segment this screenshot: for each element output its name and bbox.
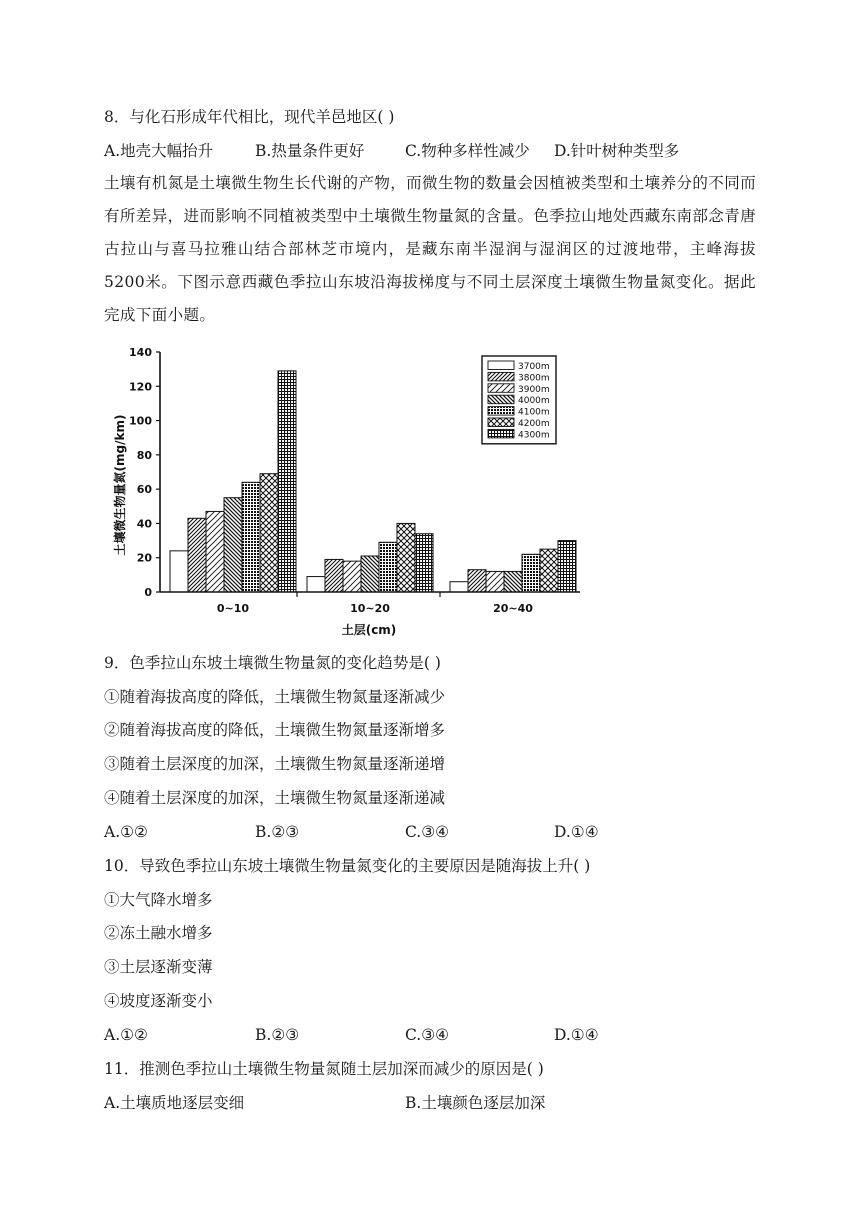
q8-option-b: B.热量条件更好 (255, 142, 365, 160)
bar-10~20-3800m (325, 559, 343, 592)
legend-swatch-3800m (488, 372, 514, 381)
y-tick-label: 40 (136, 517, 152, 531)
legend-swatch-3900m (488, 384, 514, 393)
bar-20~40-4100m (522, 554, 540, 592)
legend-swatch-4300m (488, 429, 514, 438)
legend-swatch-4200m (488, 418, 514, 427)
bar-0~10-4000m (224, 498, 242, 592)
y-tick-label: 140 (129, 346, 152, 359)
q8-stem: 8．与化石形成年代相比，现代羊邑地区( ) (104, 108, 395, 126)
q8-option-d: D.针叶树种类型多 (554, 142, 680, 160)
bar-chart (104, 340, 584, 640)
bar-20~40-4000m (504, 571, 522, 592)
q10-item-3: ③土层逐渐变薄 (104, 958, 213, 976)
q9-option-d: D.①④ (554, 823, 599, 841)
bar-0~10-3700m (170, 551, 188, 592)
legend-swatch-4000m (488, 395, 514, 404)
x-axis-label: 土层(cm) (341, 623, 397, 637)
bar-10~20-3700m (307, 577, 325, 592)
y-tick-label: 60 (136, 483, 152, 497)
bar-20~40-4300m (558, 541, 576, 592)
q9-item-2: ②随着海拔高度的降低，土壤微生物氮量逐渐增多 (104, 721, 446, 739)
q9-option-c: C.③④ (405, 823, 450, 841)
q9-item-3: ③随着土层深度的加深，土壤微生物氮量逐渐递增 (104, 755, 446, 773)
bar-0~10-4100m (242, 482, 260, 592)
y-tick-label: 0 (144, 586, 152, 599)
q10-stem: 10．导致色季拉山东坡土壤微生物量氮变化的主要原因是随海拔上升( ) (104, 857, 591, 875)
q8-option-a: A.地壳大幅抬升 (104, 142, 214, 160)
q9-stem: 9．色季拉山东坡土壤微生物量氮的变化趋势是( ) (104, 654, 441, 672)
q9-item-4: ④随着土层深度的加深，土壤微生物氮量逐渐递减 (104, 789, 446, 807)
bar-10~20-4100m (379, 542, 397, 592)
legend-label-3800m: 3800m (518, 373, 550, 384)
bar-0~10-4200m (260, 474, 278, 592)
legend-label-4200m: 4200m (518, 419, 550, 429)
legend-swatch-3700m (488, 361, 514, 370)
bar-0~10-4300m (278, 371, 296, 592)
q11-stem: 11．推测色季拉山土壤微生物量氮随土层加深而减少的原因是( ) (104, 1060, 544, 1078)
q9-option-a: A.①② (104, 823, 148, 841)
q11-option-a: A.土壤质地逐层变细 (104, 1094, 245, 1112)
legend-label-4300m: 4300m (518, 430, 550, 441)
bar-10~20-4000m (361, 556, 379, 592)
y-tick-label: 120 (129, 380, 152, 394)
q8-option-c: C.物种多样性减少 (405, 142, 530, 160)
bar-0~10-3900m (206, 511, 224, 592)
y-tick-label: 20 (136, 551, 152, 565)
bar-10~20-3900m (343, 561, 361, 592)
x-tick-label: 20~40 (493, 602, 533, 615)
q10-option-c: C.③④ (405, 1026, 450, 1044)
legend-label-3900m: 3900m (518, 384, 550, 395)
legend-label-3700m: 3700m (518, 362, 550, 372)
legend-label-4100m: 4100m (518, 407, 550, 418)
bar-20~40-3700m (450, 582, 468, 592)
x-tick-label: 0~10 (216, 602, 250, 615)
q10-option-d: D.①④ (554, 1026, 599, 1044)
q10-item-4: ④坡度逐渐变小 (104, 992, 213, 1010)
q10-item-1: ①大气降水增多 (104, 891, 213, 909)
legend-label-4000m: 4000m (518, 396, 550, 407)
y-tick-label: 100 (129, 414, 152, 428)
y-axis-label: 土壤微生物量氮(mg/km) (113, 414, 127, 556)
bar-10~20-4200m (397, 523, 415, 592)
bar-10~20-4300m (415, 534, 433, 592)
q10-item-2: ②冻土融水增多 (104, 924, 213, 942)
q10-option-a: A.①② (104, 1026, 148, 1044)
bar-20~40-3900m (486, 571, 504, 592)
bar-20~40-4200m (540, 549, 558, 592)
q9-option-b: B.②③ (255, 823, 300, 841)
q10-option-b: B.②③ (255, 1026, 300, 1044)
bar-20~40-3800m (468, 570, 486, 592)
q11-option-b: B.土壤颜色逐层加深 (405, 1094, 546, 1112)
legend-swatch-4100m (488, 407, 514, 416)
bar-0~10-3800m (188, 518, 206, 592)
q9-item-1: ①随着海拔高度的降低，土壤微生物氮量逐渐减少 (104, 688, 446, 706)
y-tick-label: 80 (136, 448, 152, 462)
passage: 土壤有机氮是土壤微生物生长代谢的产物，而微生物的数量会因植被类型和土壤养分的不同而有所差异，进而影响不同植被类型中土壤微生物量氮的含量。色季拉山地处西藏东南部念青唐古拉山与喜马拉雅山结合部林芝市境内，是藏东南半湿润与湿润区的过渡地带，主峰海拔5200米。下图示意西藏色季拉山东坡沿海拔梯度与不同土层深度土壤微生物量氮变化。据此完成下面小题。 (104, 174, 756, 324)
x-tick-label: 10~20 (350, 602, 390, 615)
